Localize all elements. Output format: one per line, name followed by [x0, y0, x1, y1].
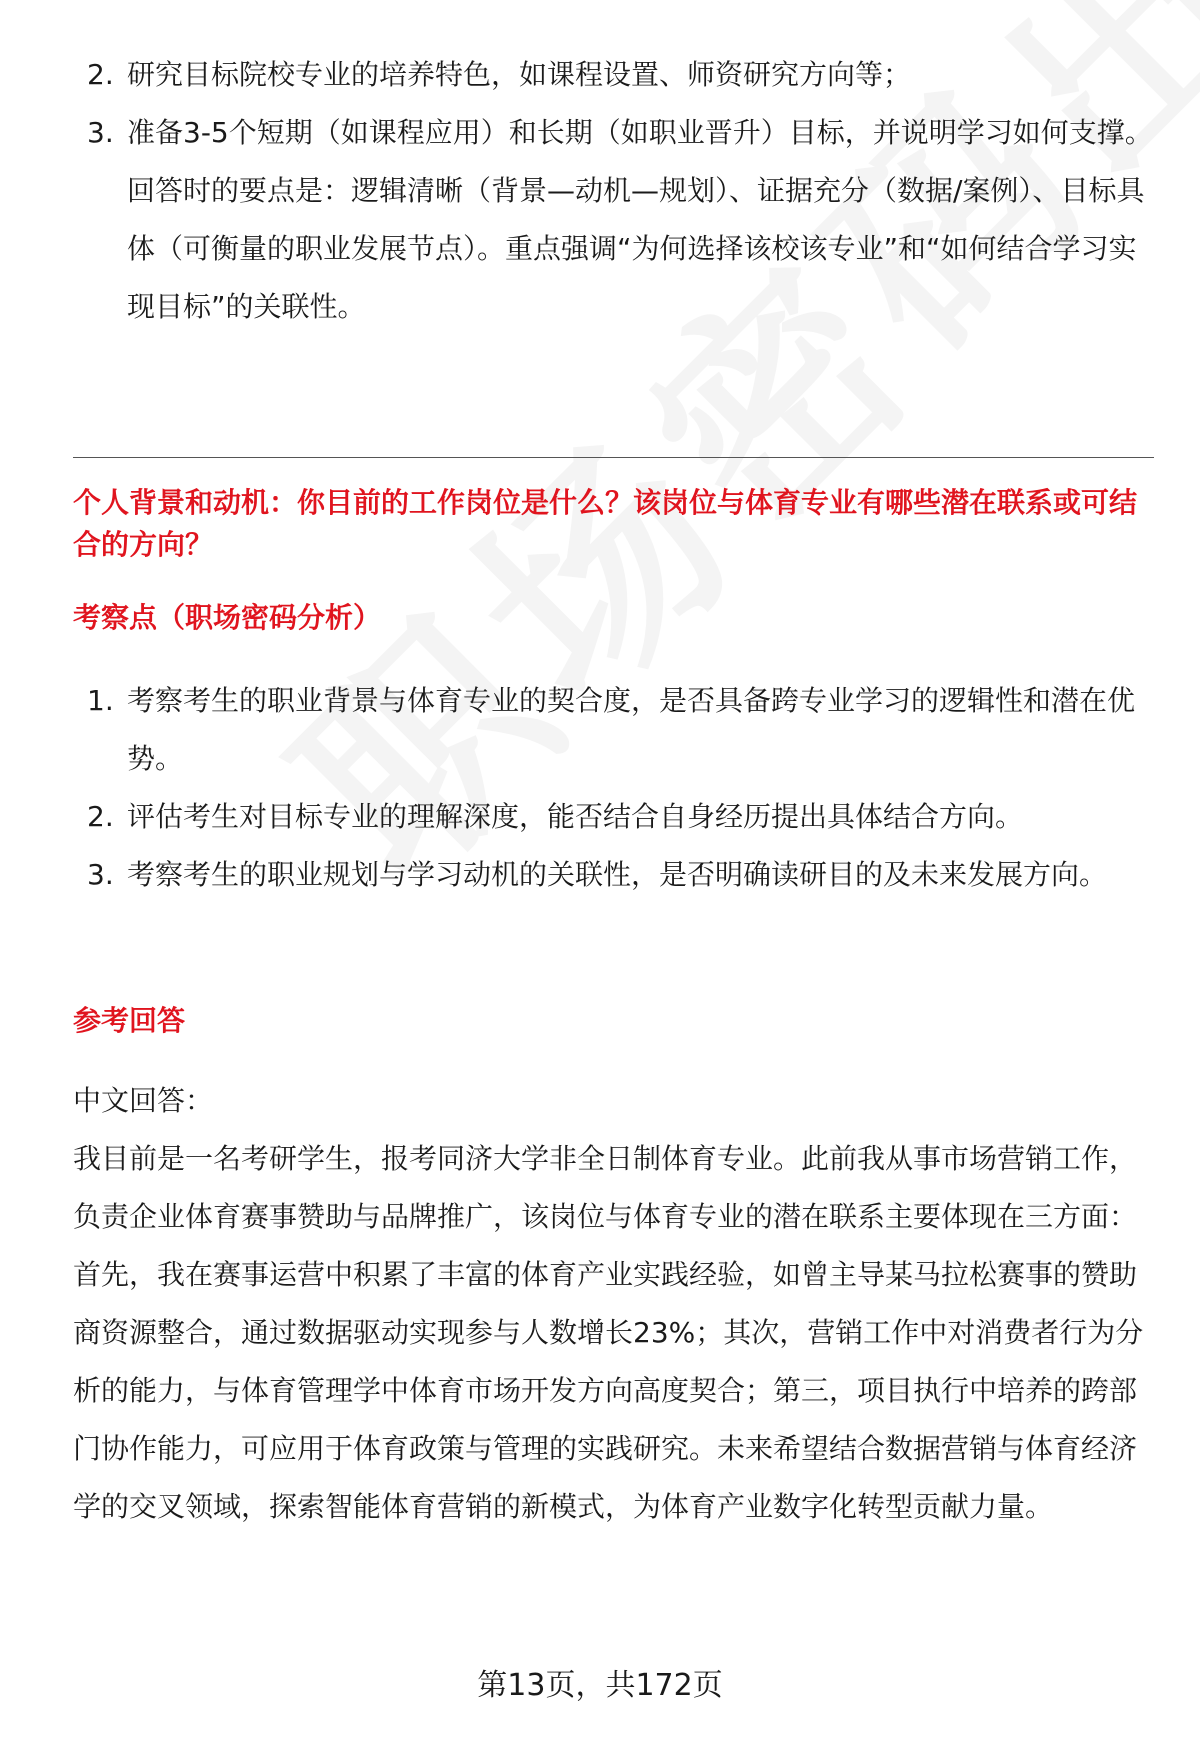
exam-points-section	[73, 597, 1154, 639]
top-list-section	[73, 46, 1154, 336]
list-item	[73, 788, 1154, 846]
answer-body	[73, 1072, 1154, 1536]
chinese-answer-text: 我目前是一名考研学生，报考同济大学非全日制体育专业。此前我从事市场营销工作，负责企业体育赛事赞助与品牌推广，该岗位与体育专业的潜在联系主要体现在三方面：首先，我在赛事运营中积累了丰富的体育产业实践经验，如曾主导某马拉松赛事的赞助商资源整合，通过数据驱动实现参与人数增长23%；其次，营销工作中对消费者行为分析的能力，与体育管理学中体育市场开发方向高度契合；第三，项目执行中培养的跨部门协作能力，可应用于体育政策与管理的实践研究。未来希望结合数据营销与体育经济学的交叉领域，探索智能体育营销的新模式，为体育产业数字化转型贡献力量。	[73, 1142, 1144, 1523]
list-text: 考察考生的职业规划与学习动机的关联性，是否明确读研目的及未来发展方向。	[127, 858, 1108, 891]
list-number: 2.	[87, 800, 114, 833]
list-item	[73, 672, 1154, 788]
list-text: 考察考生的职业背景与体育专业的契合度，是否具备跨专业学习的逻辑性和潜在优势。	[127, 684, 1136, 775]
list-text: 评估考生对目标专业的理解深度，能否结合自身经历提出具体结合方向。	[127, 800, 1024, 833]
list-item	[73, 46, 1154, 104]
reference-heading: 参考回答	[73, 1004, 186, 1037]
exam-points-heading: 考察点（职场密码分析）	[73, 601, 382, 634]
list-text: 研究目标院校专业的培养特色，如课程设置、师资研究方向等；	[127, 58, 912, 91]
list-item	[73, 104, 1154, 162]
answer-points-paragraph: 回答时的要点是：逻辑清晰（背景—动机—规划）、证据充分（数据/案例）、目标具体（可衡量的职业发展节点）。重点强调“为何选择该校该专业”和“如何结合学习实现目标”的关联性。	[127, 174, 1145, 323]
exam-points-list-wrap	[73, 672, 1154, 904]
question-heading: 个人背景和动机：你目前的工作岗位是什么？该岗位与体育专业有哪些潜在联系或可结合的方向？	[73, 486, 1138, 561]
list-number: 3.	[87, 858, 114, 891]
top-list	[73, 46, 1154, 162]
exam-points-list	[73, 672, 1154, 904]
list-number: 1.	[87, 684, 114, 717]
list-number: 3.	[87, 116, 114, 149]
page-footer: 第13页，共172页	[477, 1668, 723, 1703]
chinese-answer-label: 中文回答：	[73, 1084, 214, 1117]
question-section	[73, 482, 1154, 566]
list-item	[73, 846, 1154, 904]
reference-section	[73, 1000, 1154, 1042]
list-text: 准备3-5个短期（如课程应用）和长期（如职业晋升）目标，并说明学习如何支撑。	[127, 116, 1153, 149]
list-number: 2.	[87, 58, 114, 91]
section-divider	[73, 457, 1154, 458]
